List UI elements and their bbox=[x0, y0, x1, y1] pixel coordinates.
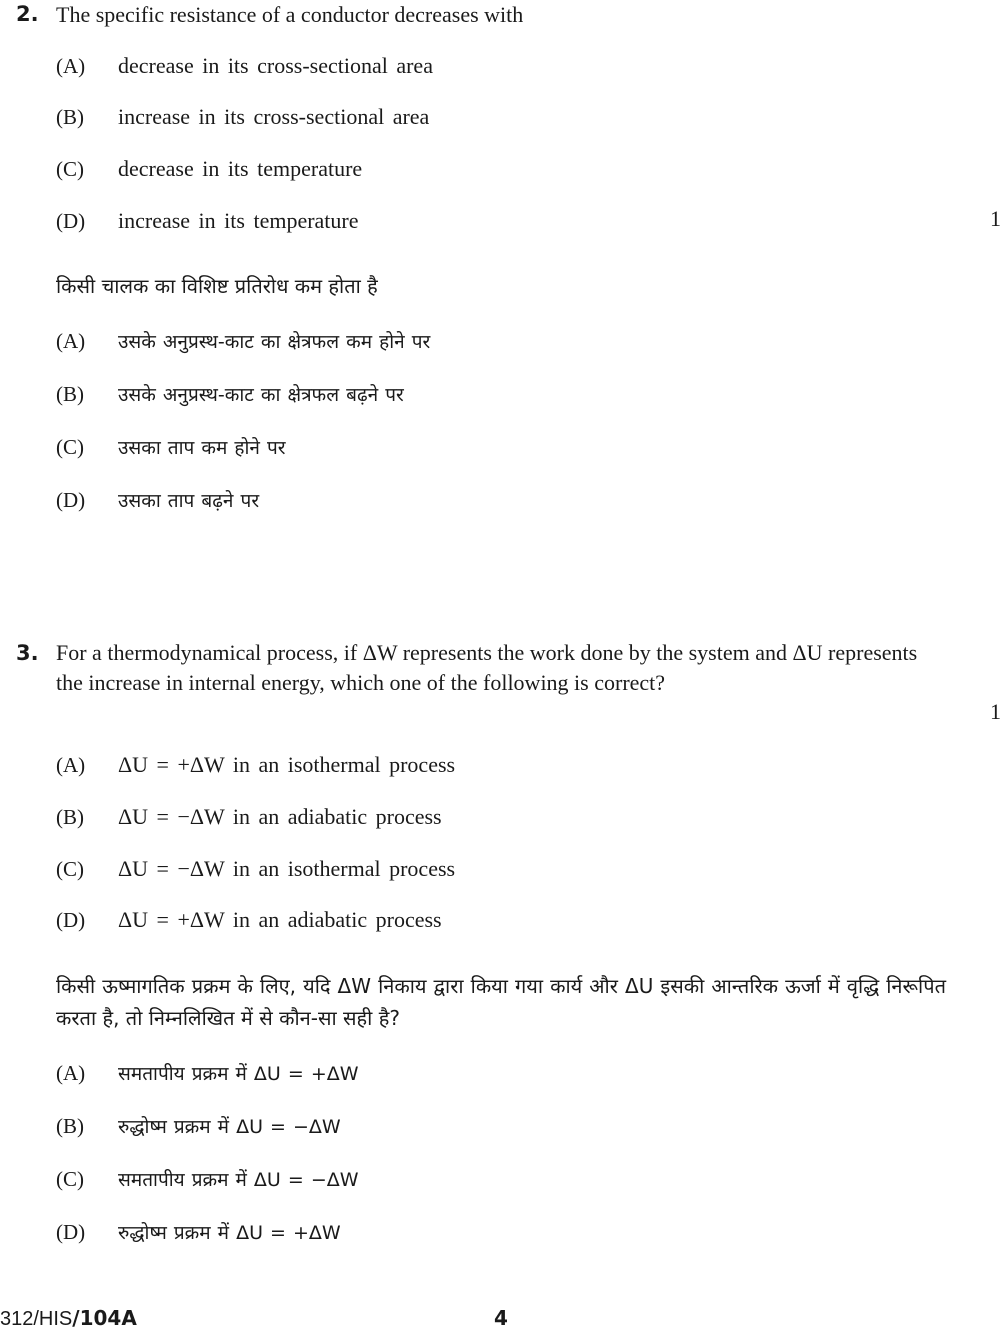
option-text: उसके अनुप्रस्थ-काट का क्षेत्रफल कम होने पर bbox=[118, 331, 431, 353]
q2-option-a-hi bbox=[56, 326, 430, 356]
option-label: (A) bbox=[56, 329, 86, 353]
q3-option-a-hi bbox=[56, 1058, 359, 1088]
question-3-text-hi: किसी ऊष्मागतिक प्रक्रम के लिए, यदि ΔW निकाय द्वारा किया गया कार्य और ΔU इसकी आन्तरिक ऊर्जा में वृद्धि निरूपित करता है, तो निम्नलिखित में से कौन-सा सही है? bbox=[56, 974, 946, 1030]
option-label: (B) bbox=[56, 1114, 84, 1138]
option-label: (B) bbox=[56, 382, 84, 406]
option-label: (C) bbox=[56, 157, 84, 181]
option-label: (D) bbox=[56, 1220, 86, 1244]
q3-option-d-en bbox=[56, 905, 442, 935]
option-text: ΔU = −ΔW in an isothermal process bbox=[118, 856, 456, 881]
option-label: (A) bbox=[56, 753, 86, 777]
question-2-marks: 1 bbox=[990, 206, 1001, 231]
q3-option-b-en bbox=[56, 802, 442, 832]
q2-option-a-en bbox=[56, 51, 433, 81]
option-label: (C) bbox=[56, 857, 84, 881]
q2-option-c-en bbox=[56, 154, 362, 184]
option-label: (D) bbox=[56, 209, 86, 233]
option-text: decrease in its cross-sectional area bbox=[118, 53, 433, 78]
option-text: उसका ताप कम होने पर bbox=[118, 437, 286, 459]
option-label: (A) bbox=[56, 54, 86, 78]
q2-option-d-hi bbox=[56, 485, 259, 515]
option-text: समतापीय प्रक्रम में ΔU = −ΔW bbox=[118, 1169, 359, 1191]
option-label: (C) bbox=[56, 1167, 84, 1191]
option-label: (A) bbox=[56, 1061, 86, 1085]
q3-option-a-en bbox=[56, 750, 455, 780]
option-text: increase in its temperature bbox=[118, 208, 359, 233]
page-number: 4 bbox=[494, 1306, 508, 1330]
option-text: ΔU = −ΔW in an adiabatic process bbox=[118, 804, 442, 829]
q3-option-c-en bbox=[56, 854, 455, 884]
option-text: increase in its cross-sectional area bbox=[118, 104, 430, 129]
option-label: (D) bbox=[56, 908, 86, 932]
option-text: ΔU = +ΔW in an isothermal process bbox=[118, 752, 456, 777]
option-text: समतापीय प्रक्रम में ΔU = +ΔW bbox=[118, 1063, 359, 1085]
option-label: (B) bbox=[56, 805, 84, 829]
question-2-number: 2. bbox=[16, 2, 39, 26]
q2-option-b-hi bbox=[56, 379, 404, 409]
q3-option-d-hi bbox=[56, 1217, 341, 1247]
option-text: ΔU = +ΔW in an adiabatic process bbox=[118, 907, 442, 932]
paper-code-prefix: 312/HIS bbox=[0, 1308, 73, 1330]
question-3-marks: 1 bbox=[990, 699, 1001, 724]
q3-option-b-hi bbox=[56, 1111, 341, 1141]
option-text: decrease in its temperature bbox=[118, 156, 363, 181]
option-label: (C) bbox=[56, 435, 84, 459]
question-3-text-en: For a thermodynamical process, if ΔW represents the work done by the system and ΔU represents the increase in internal energy, which one of the following is correct? bbox=[56, 640, 918, 695]
q2-option-d-en bbox=[56, 206, 359, 236]
question-3-number: 3. bbox=[16, 641, 39, 665]
option-text: उसके अनुप्रस्थ-काट का क्षेत्रफल बढ़ने पर bbox=[118, 384, 404, 406]
q2-option-c-hi bbox=[56, 432, 286, 462]
question-2-text-en: The specific resistance of a conductor decreases with bbox=[56, 2, 524, 27]
question-2-text-hi: किसी चालक का विशिष्ट प्रतिरोध कम होता है bbox=[56, 274, 378, 298]
option-text: रुद्धोष्म प्रक्रम में ΔU = −ΔW bbox=[118, 1116, 341, 1138]
q2-option-b-en bbox=[56, 102, 429, 132]
option-label: (D) bbox=[56, 488, 86, 512]
paper-code bbox=[0, 1306, 137, 1331]
option-text: उसका ताप बढ़ने पर bbox=[118, 490, 260, 512]
option-text: रुद्धोष्म प्रक्रम में ΔU = +ΔW bbox=[118, 1222, 341, 1244]
paper-code-suffix: /104A bbox=[72, 1306, 137, 1330]
option-label: (B) bbox=[56, 105, 84, 129]
q3-option-c-hi bbox=[56, 1164, 359, 1194]
